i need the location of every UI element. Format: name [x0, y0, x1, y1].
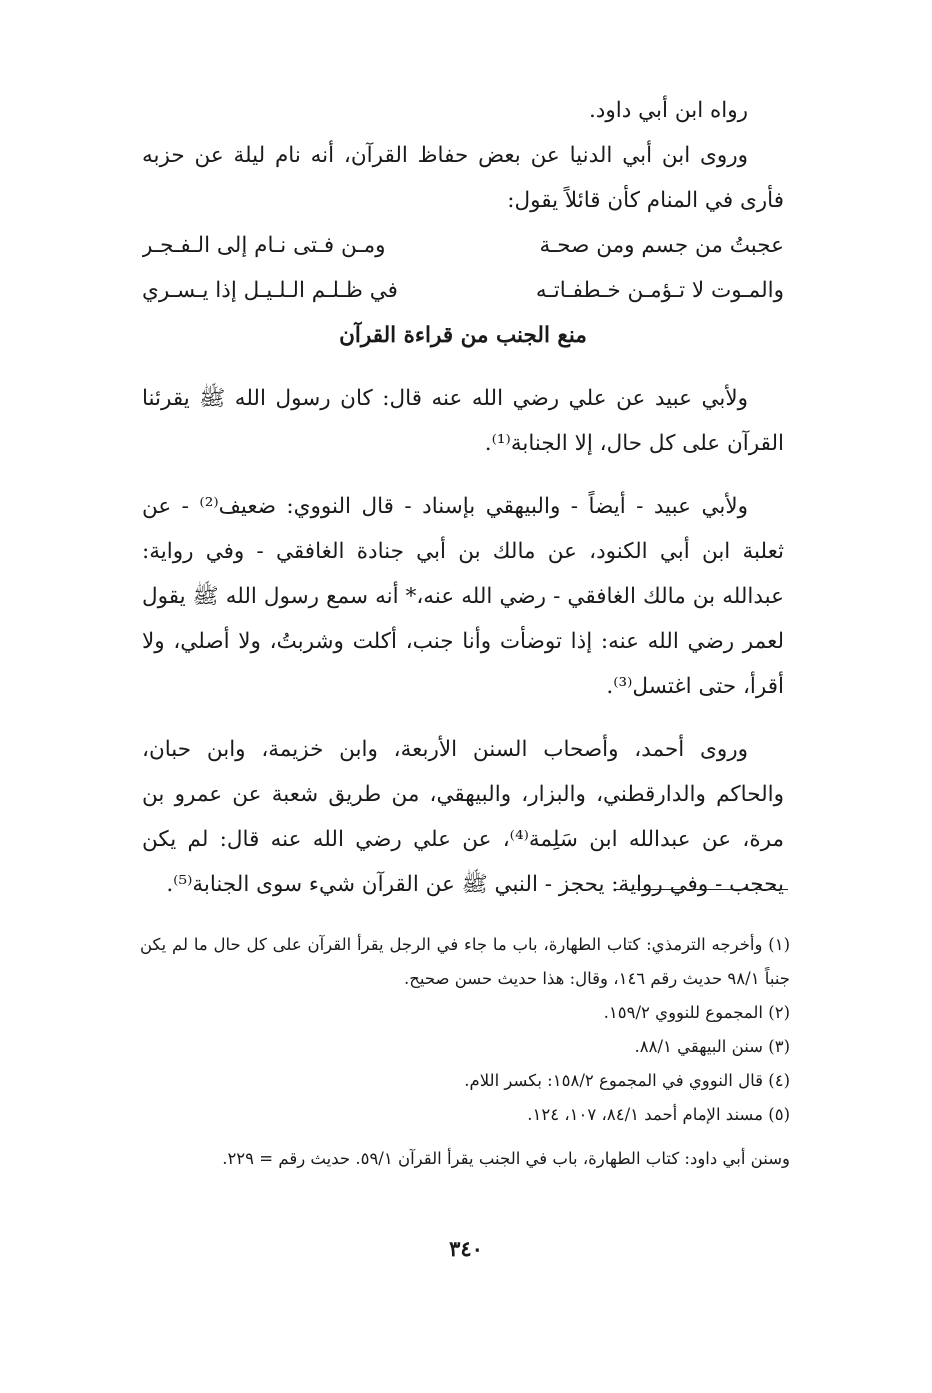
footnote-4: (٤) قال النووي في المجموع ١٥٨/٢: بكسر اللام.	[464, 1071, 790, 1090]
verse-1-first-hemistich: عجبتُ من جسم ومن صحـة	[539, 233, 784, 258]
footnote-5: (٥) مسند الإمام أحمد ٨٤/١، ١٠٧، ١٢٤.	[527, 1105, 790, 1124]
poem	[142, 223, 784, 313]
paragraph-2: وروى ابن أبي الدنيا عن بعض حفاظ القرآن، أنه نام ليلة عن حزبه فأرى في المنام كأن قائلاً يقول:	[142, 143, 784, 213]
paragraph-3: ولأبي عبيد عن علي رضي الله عنه قال: كان رسول الله ﷺ يقرئنا القرآن على كل حال، إلا الجنابة⁽¹⁾.	[142, 386, 784, 456]
footnote-1: (١) وأخرجه الترمذي: كتاب الطهارة، باب ما جاء في الرجل يقرأ القرآن على كل حال ما لم يكن جنباً ٩٨/١ حديث رقم ١٤٦، وقال: هذا حديث حسن صحيح.	[140, 935, 790, 988]
footnotes	[140, 928, 790, 1176]
main-text	[142, 88, 784, 907]
footnote-5-continuation: وسنن أبي داود: كتاب الطهارة، باب في الجنب يقرأ القرآن ٥٩/١. حديث رقم = ٢٢٩.	[222, 1149, 790, 1168]
verse-1-second-hemistich: ومـن فـتى نـام إلى الـفـجـر	[142, 233, 386, 258]
section-heading: منع الجنب من قراءة القرآن	[339, 323, 587, 348]
footnote-separator	[616, 889, 788, 890]
footnote-3: (٣) سنن البيهقي ٨٨/١.	[634, 1037, 790, 1056]
footnote-2: (٢) المجموع للنووي ١٥٩/٢.	[603, 1003, 790, 1022]
paragraph-1: رواه ابن أبي داود.	[588, 98, 748, 123]
verse-2-second-hemistich: في ظـلـم الـلـيـل إذا يـسـري	[142, 278, 398, 303]
verse-2-first-hemistich: والمـوت لا تـؤمـن خـطفـاتـه	[535, 278, 784, 303]
paragraph-5: وروى أحمد، وأصحاب السنن الأربعة، وابن خزيمة، وابن حبان، والحاكم والدارقطني، والبزار، والبيهقي، من طريق شعبة عن عمرو بن مرة، عن عبدالله ابن سَلِمة⁽⁴⁾، عن علي رضي الله عنه قال: لم يكن يحجب - وفي رواية: يحجز - النبي ﷺ عن القرآن شيء سوى الجنابة⁽⁵⁾.	[142, 737, 784, 897]
poem-verse-2	[142, 268, 784, 313]
page-number: ٣٤٠	[449, 1236, 483, 1261]
paragraph-4: ولأبي عبيد - أيضاً - والبيهقي بإسناد - قال النووي: ضعيف⁽²⁾ - عن ثعلبة ابن أبي الكنود، عن مالك بن أبي جنادة الغافقي - وفي رواية: عبدالله بن مالك الغافقي - رضي الله عنه،* أنه سمع رسول الله ﷺ يقول لعمر رضي الله عنه: إذا توضأت وأنا جنب، أكلت وشربتُ، ولا أصلي، ولا أقرأ، حتى اغتسل⁽³⁾.	[142, 494, 784, 699]
poem-verse-1	[142, 223, 784, 268]
